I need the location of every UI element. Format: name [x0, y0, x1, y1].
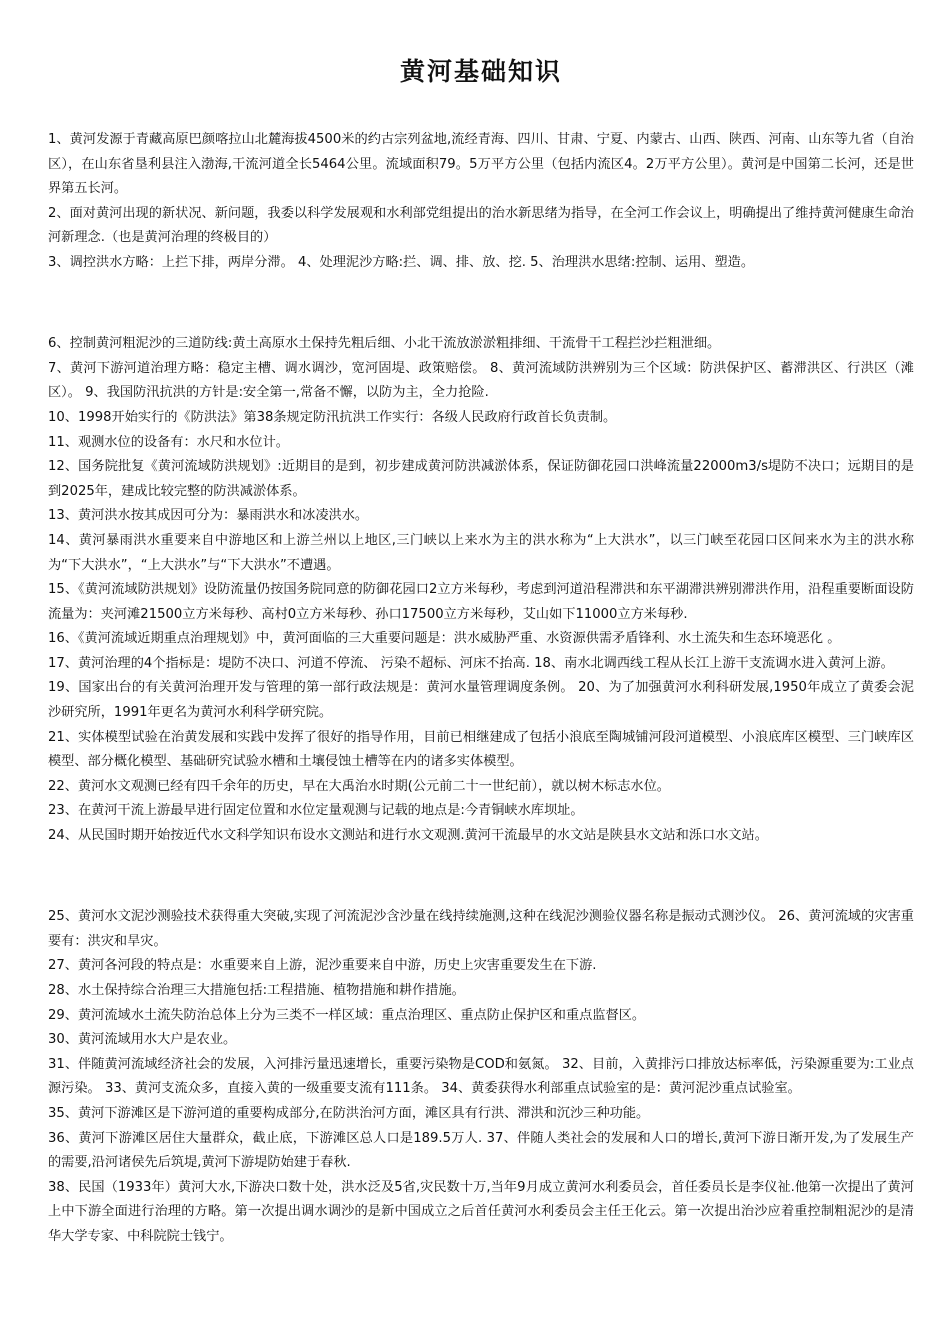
paragraph: 28、水土保持综合治理三大措施包括:工程措施、植物措施和耕作措施。 [48, 983, 465, 998]
paragraph: 17、黄河治理的4个指标是：堤防不决口、河道不停流、 污染不超标、河床不抬高. 18、南水北调西线工程从长江上游干支流调水进入黄河上游。 [48, 655, 894, 671]
document-body [48, 128, 914, 1250]
paragraph: 27、黄河各河段的特点是：水重要来自上游，泥沙重要来自中游，历史上灾害重要发生在下游. [48, 958, 597, 974]
paragraph: 30、黄河流域用水大户是农业。 [48, 1032, 237, 1048]
page-title: 黄河基础知识 [399, 57, 562, 86]
paragraph: 22、黄河水文观测已经有四千余年的历史，早在大禹治水时期(公元前二十一世纪前），就以树木标志水位。 [48, 778, 670, 794]
paragraph: 10、1998开始实行的《防洪法》第38条规定防汛抗洪工作实行：各级人民政府行政首长负责制。 [48, 409, 617, 425]
paragraph: 35、黄河下游滩区是下游河道的重要构成部分,在防洪治河方面，滩区具有行洪、滞洪和沉沙三种功能。 [48, 1105, 650, 1121]
paragraph: 2、面对黄河出现的新状况、新问题，我委以科学发展观和水利部党组提出的治水新思绪为指导，在全河工作会议上，明确提出了维持黄河健康生命治河新理念.（也是黄河治理的终极目的） [48, 205, 914, 246]
paragraph: 29、黄河流域水土流失防治总体上分为三类不一样区域：重点治理区、重点防止保护区和重点监督区。 [48, 1007, 646, 1023]
paragraph: 13、黄河洪水按其成因可分为：暴雨洪水和冰凌洪水。 [48, 508, 369, 524]
paragraph: 14、黄河暴雨洪水重要来自中游地区和上游兰州以上地区,三门峡以上来水为主的洪水称为“上大洪水”，以三门峡至花园口区间来水为主的洪水称为“下大洪水”，“上大洪水”与“下大洪水”不遭遇。 [48, 532, 914, 573]
blank-line [48, 865, 914, 890]
paragraph: 24、从民国时期开始按近代水文科学知识布设水文测站和进行水文观测.黄河干流最早的水文站是陕县水文站和泺口水文站。 [48, 828, 768, 844]
paragraph: 6、控制黄河粗泥沙的三道防线:黄土高原水土保持先粗后细、小北干流放淤淤粗排细、干流骨干工程拦沙拦粗泄细。 [48, 336, 721, 352]
paragraph: 12、国务院批复《黄河流域防洪规划》:近期目的是到，初步建成黄河防洪减淤体系，保证防御花园口洪峰流量22000m3/s堤防不决口；远期目的是到2025年，建成比较完整的防洪减淤体系。 [48, 459, 914, 499]
paragraph: 11、观测水位的设备有：水尺和水位计。 [48, 434, 289, 450]
paragraph: 31、伴随黄河流域经济社会的发展，入河排污量迅速增长，重要污染物是COD和氨氮。 32、目前，入黄排污口排放达标率低，污染源重要为:工业点源污染。 33、黄河支流众多，直接入黄的一级重要支流有111条。 34、黄委获得水利部重点试验室的是：黄河泥沙重点试验室。 [48, 1056, 914, 1097]
paragraph: 16、《黄河流域近期重点治理规划》中，黄河面临的三大重要问题是：洪水威胁严重、水资源供需矛盾锋利、水土流失和生态环境恶化 。 [48, 631, 841, 647]
paragraph: 1、黄河发源于青藏高原巴颜喀拉山北麓海拔4500米的约古宗列盆地,流经青海、四川、甘肃、宁夏、内蒙古、山西、陕西、河南、山东等九省（自治区），在山东省垦利县注入渤海,干流河道全长5464公里。流域面积79。5万平方公里（包括内流区4。2万平方公里）。黄河是中国第二长河，还是世界第五长河。 [48, 132, 914, 197]
blank-line [48, 292, 914, 317]
paragraph: 19、国家出台的有关黄河治理开发与管理的第一部行政法规是：黄河水量管理调度条例。 20、为了加强黄河水利科研发展,1950年成立了黄委会泥沙研究所，1991年更名为黄河水利科学研究院。 [48, 680, 914, 721]
paragraph: 21、实体模型试验在治黄发展和实践中发挥了很好的指导作用，目前已相继建成了包括小浪底至陶城铺河段河道模型、小浪底库区模型、三门峡库区模型、部分概化模型、基础研究试验水槽和土壤侵蚀土槽等在内的诸多实体模型。 [48, 729, 914, 770]
paragraph: 23、在黄河干流上游最早进行固定位置和水位定量观测与记载的地点是:今青铜峡水库坝址。 [48, 803, 584, 819]
paragraph: 3、调控洪水方略：上拦下排，两岸分滞。 4、处理泥沙方略:拦、调、排、放、挖. 5、治理洪水思绪:控制、运用、塑造。 [48, 254, 755, 270]
paragraph: 25、黄河水文泥沙测验技术获得重大突破,实现了河流泥沙含沙量在线持续施测,这种在线泥沙测验仪器名称是振动式测沙仪。 26、黄河流域的灾害重要有：洪灾和旱灾。 [48, 909, 914, 949]
paragraph: 36、黄河下游滩区居住大量群众，截止底，下游滩区总人口是189.5万人. 37、伴随人类社会的发展和人口的增长,黄河下游日渐开发,为了发展生产的需要,沿河诸侯先后筑堤,黄河下游堤防始建于春秋. [48, 1130, 914, 1171]
paragraph: 15、《黄河流域防洪规划》设防流量仍按国务院同意的防御花园口2立方米每秒，考虑到河道沿程滞洪和东平湖滞洪辨别滞洪作用，沿程重要断面设防流量为：夹河滩21500立方米每秒、高村0立方米每秒、孙口17500立方米每秒，艾山如下11000立方米每秒. [48, 582, 914, 622]
paragraph: 38、民国（1933年）黄河大水,下游决口数十处，洪水泛及5省,灾民数十万,当年9月成立黄河水利委员会，首任委员长是李仪祉.他第一次提出了黄河上中下游全面进行治理的方略。第一次提出调水调沙的是新中国成立之后首任黄河水利委员会主任王化云。第一次提出治沙应着重控制粗泥沙的是清华大学专家、中科院院士钱宁。 [48, 1179, 914, 1244]
paragraph: 7、黄河下游河道治理方略：稳定主槽、调水调沙，宽河固堤、政策赔偿。 8、黄河流域防洪辨别为三个区域：防洪保护区、蓄滞洪区、行洪区（滩区）。 9、我国防汛抗洪的方针是:安全第一,常备不懈，以防为主，全力抢险. [48, 360, 914, 401]
